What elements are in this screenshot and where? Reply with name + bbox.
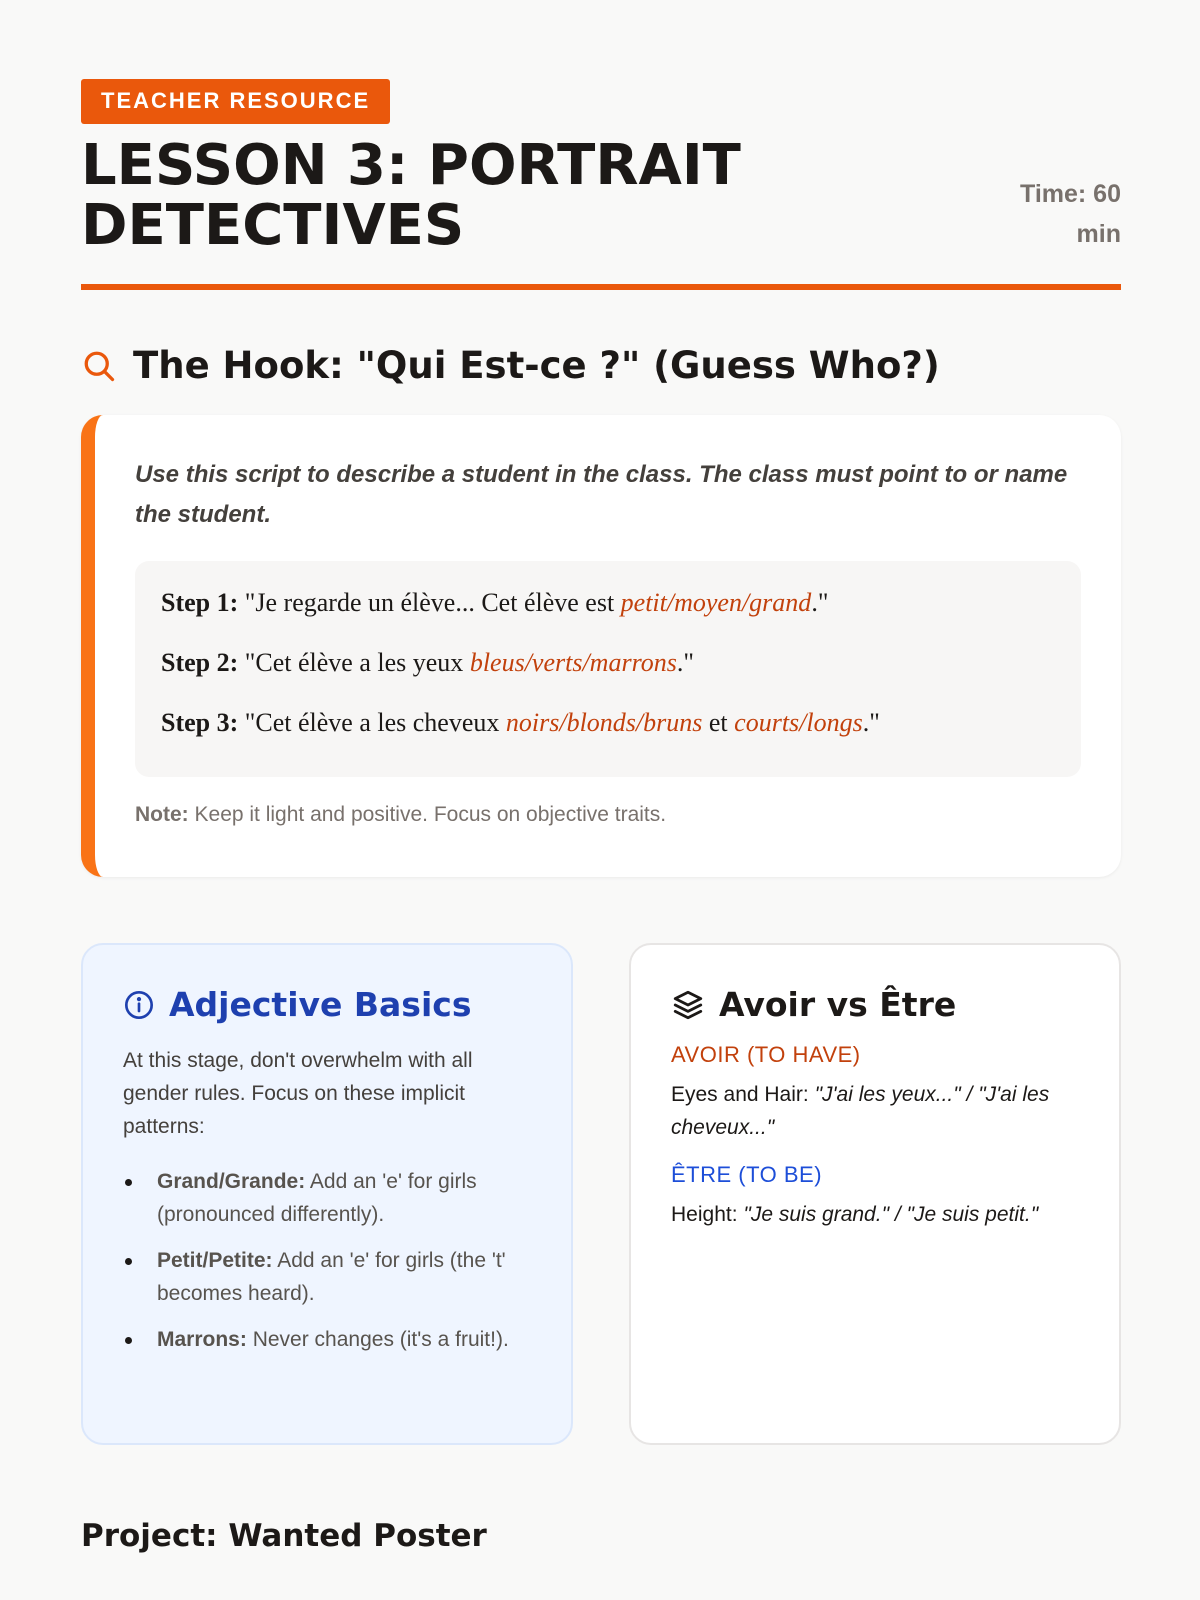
adjective-term: Marrons: [157, 1328, 247, 1351]
etre-usage [671, 1198, 1079, 1231]
step-fragment: "Cet élève a les yeux [244, 648, 470, 677]
script-step [161, 585, 1055, 621]
step-label: Step 3: [161, 708, 239, 737]
list-item [123, 1165, 531, 1231]
avoir-label: AVOIR (TO HAVE) [671, 1042, 861, 1067]
project-heading: Project: Wanted Poster [81, 1518, 487, 1554]
lesson-header [81, 133, 1121, 290]
avoir-prefix: Eyes and Hair: [671, 1083, 815, 1106]
etre-prefix: Height: [671, 1203, 744, 1226]
script-step [161, 645, 1055, 681]
lesson-time: Time: 60 min [1020, 180, 1121, 248]
note-text: Keep it light and positive. Focus on objective traits. [188, 803, 667, 826]
hook-intro: Use this script to describe a student in the class. The class must point to or name the student. [135, 461, 1068, 528]
hook-script-card [81, 415, 1121, 877]
adjective-list [123, 1165, 531, 1356]
adjective-basics-title-text: Adjective Basics [169, 985, 472, 1024]
step-label: Step 2: [161, 648, 239, 677]
avoir-vs-etre-title-text: Avoir vs Être [719, 985, 957, 1024]
etre-label: ÊTRE (TO BE) [671, 1162, 823, 1187]
script-box [135, 561, 1081, 777]
lesson-title: LESSON 3: PORTRAIT DETECTIVES [81, 133, 741, 258]
step-fragment: ." [676, 648, 694, 677]
search-icon [81, 348, 117, 384]
step-fragment: ." [811, 588, 829, 617]
avoir-vs-etre-title [671, 985, 1079, 1024]
teacher-resource-badge: TEACHER RESOURCE [81, 79, 390, 124]
step-variable: courts/longs [734, 708, 863, 737]
step-label: Step 1: [161, 588, 239, 617]
step-variable: noirs/blonds/bruns [505, 708, 703, 737]
avoir-usage [671, 1078, 1079, 1144]
step-fragment: et [702, 708, 735, 737]
adjective-term: Grand/Grande: [157, 1170, 306, 1193]
step-fragment: ." [862, 708, 880, 737]
list-item [123, 1244, 531, 1310]
step-fragment: "Je regarde un élève... Cet élève est [244, 588, 621, 617]
hook-heading-text: The Hook: "Qui Est-ce ?" (Guess Who?) [133, 344, 940, 387]
hook-heading [81, 344, 1121, 387]
step-variable: petit/moyen/grand [620, 588, 812, 617]
adjective-basics-card [81, 943, 573, 1445]
adjective-rule: Add an 'e' for girls (the 't' becomes heard). [157, 1249, 506, 1305]
adjective-basics-text: At this stage, don't overwhelm with all gender rules. Focus on these implicit patterns: [123, 1049, 473, 1138]
step-fragment: "Cet élève a les cheveux [244, 708, 506, 737]
list-item [123, 1323, 531, 1356]
adjective-rule: Add an 'e' for girls (pronounced differently). [157, 1170, 477, 1226]
step-text [245, 648, 694, 677]
lesson-page [81, 79, 1121, 1445]
layers-icon [671, 988, 705, 1022]
hook-note [135, 803, 1081, 827]
script-step [161, 705, 1055, 741]
adjective-rule: Never changes (it's a fruit!). [246, 1328, 509, 1351]
avoir-vs-etre-card [629, 943, 1121, 1445]
step-variable: bleus/verts/marrons [469, 648, 677, 677]
info-icon [123, 989, 155, 1021]
step-text [245, 708, 880, 737]
note-label: Note: [135, 803, 189, 826]
adjective-basics-title [123, 985, 531, 1024]
adjective-term: Petit/Petite: [157, 1249, 273, 1272]
step-text [245, 588, 829, 617]
info-cards [81, 943, 1121, 1445]
etre-example: "Je suis grand." / "Je suis petit." [743, 1203, 1039, 1226]
avoir-example: "J'ai les yeux..." / "J'ai les cheveux..." [671, 1083, 1050, 1139]
